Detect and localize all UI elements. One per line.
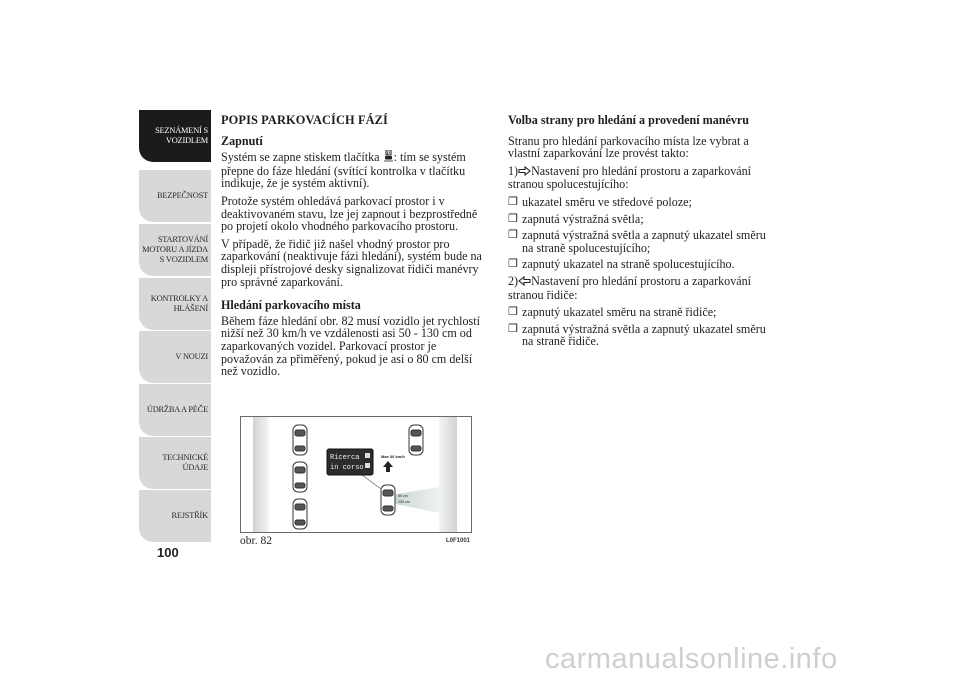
- item-1: 1) Nastavení pro hledání prostoru a zaparkování stranou spolucestujícího:: [508, 163, 752, 192]
- tab-startovani[interactable]: STARTOVÁNÍ MOTORU A JÍZDA S VOZIDLEM: [139, 224, 211, 276]
- paragraph-volba-intro: Stranu pro hledání parkovacího místa lze vybrat a vlastní zaparkování lze provést takto:: [508, 133, 749, 161]
- watermark: carmanualsonline.info: [545, 643, 838, 675]
- parking-figure: [240, 416, 472, 533]
- searching-car: [381, 485, 395, 515]
- paragraph-zapnuti-3: V případě, že řidič již našel vhodný prostor pro zaparkování (neaktivuje fázi hledání), systém bude na displeji přístrojové desky signalizovat řidiči manévry pro správné zaparkování.: [221, 236, 482, 289]
- item-2: 2) Nastavení pro hledání prostoru a zaparkování stranou řidiče:: [508, 273, 752, 302]
- distance-label-2: 130 cm: [398, 500, 410, 504]
- list-item: ❒ zapnutý ukazatel na straně spolucestujícího.: [508, 257, 735, 272]
- tab-rejstrik[interactable]: REJSTŘÍK: [139, 490, 211, 542]
- distance-label-1: 50 cm: [398, 494, 408, 498]
- heading-volba-strany: Volba strany pro hledání a provedení manévru: [508, 113, 750, 127]
- figure-caption: obr. 82: [240, 535, 272, 547]
- tab-udrzba[interactable]: ÚDRŽBA A PÉČE: [139, 384, 211, 436]
- list-item: ❒ zapnutá výstražná světla a zapnutý ukazatel směru na straně spolucestujícího;: [508, 228, 766, 255]
- direction-arrow-icon: [383, 461, 393, 472]
- tab-technicke-udaje[interactable]: TECHNICKÉ ÚDAJE: [139, 437, 211, 489]
- tab-kontrolky[interactable]: KONTROLKY A HLÁŠENÍ: [139, 278, 211, 330]
- list-item: ❒ zapnutý ukazatel směru na straně řidiče;: [508, 305, 717, 320]
- parking-button-icon: [383, 150, 394, 165]
- cluster-display: [327, 449, 373, 475]
- list-item: ❒ zapnutá výstražná světla a zapnutý ukazatel směru na straně řidiče.: [508, 321, 766, 349]
- parked-car-left-2: [293, 462, 307, 492]
- list-item: ❒ zapnutá výstražná světla;: [508, 211, 644, 226]
- paragraph-hledani: Během fáze hledání obr. 82 musí vozidlo jet rychlostí nižší než 30 km/h ve vzdálenosti asi 50 - 130 cm od zaparkovaných vozidel. Parkovací prostor je považován za přiměřený, pokud je asi o 80 cm delší než vozidlo.: [221, 313, 480, 379]
- tab-v-nouzi[interactable]: V NOUZI: [139, 331, 211, 383]
- paragraph-zapnuti-2: Protože systém ohledává parkovací prostor i v deaktivovaném stavu, lze jej zapnout i bezprostředně po projetí okolo vhodného parkovacího prostoru.: [221, 193, 478, 234]
- heading-hledani: Hledání parkovacího místa: [221, 298, 361, 313]
- paragraph-zapnuti-1: Systém se zapne stiskem tlačítka P : tím se systém přepne do fáze hledání (svítící kontrolka v tlačítku indikuje, že je systém aktivní).: [221, 150, 466, 191]
- parking-illustration: [241, 417, 471, 532]
- svg-text:P: P: [386, 150, 390, 156]
- tab-seznameni-s-vozidlem[interactable]: SEZNÁMENÍ S VOZIDLEM: [139, 110, 211, 162]
- left-column: [221, 114, 489, 383]
- right-kerb: [439, 417, 457, 532]
- display-text-2: in corso: [330, 464, 364, 472]
- display-text-1: Ricerca: [330, 454, 360, 462]
- tab-bezpecnost[interactable]: BEZPEČNOST: [139, 170, 211, 222]
- page-number: 100: [157, 545, 179, 560]
- left-kerb: [253, 417, 269, 532]
- figure-code: L0F1001: [446, 538, 471, 544]
- speed-label: Max 30 km/h: [381, 454, 405, 459]
- parked-car-left-3: [293, 499, 307, 529]
- list-item: ❒ ukazatel směru ve středové poloze;: [508, 194, 692, 209]
- heading-zapnuti: Zapnutí: [221, 133, 263, 148]
- parked-car-right: [409, 425, 423, 455]
- parked-car-left-1: [293, 425, 307, 455]
- right-column: [508, 114, 776, 352]
- section-title: POPIS PARKOVACÍCH FÁZÍ: [221, 113, 388, 127]
